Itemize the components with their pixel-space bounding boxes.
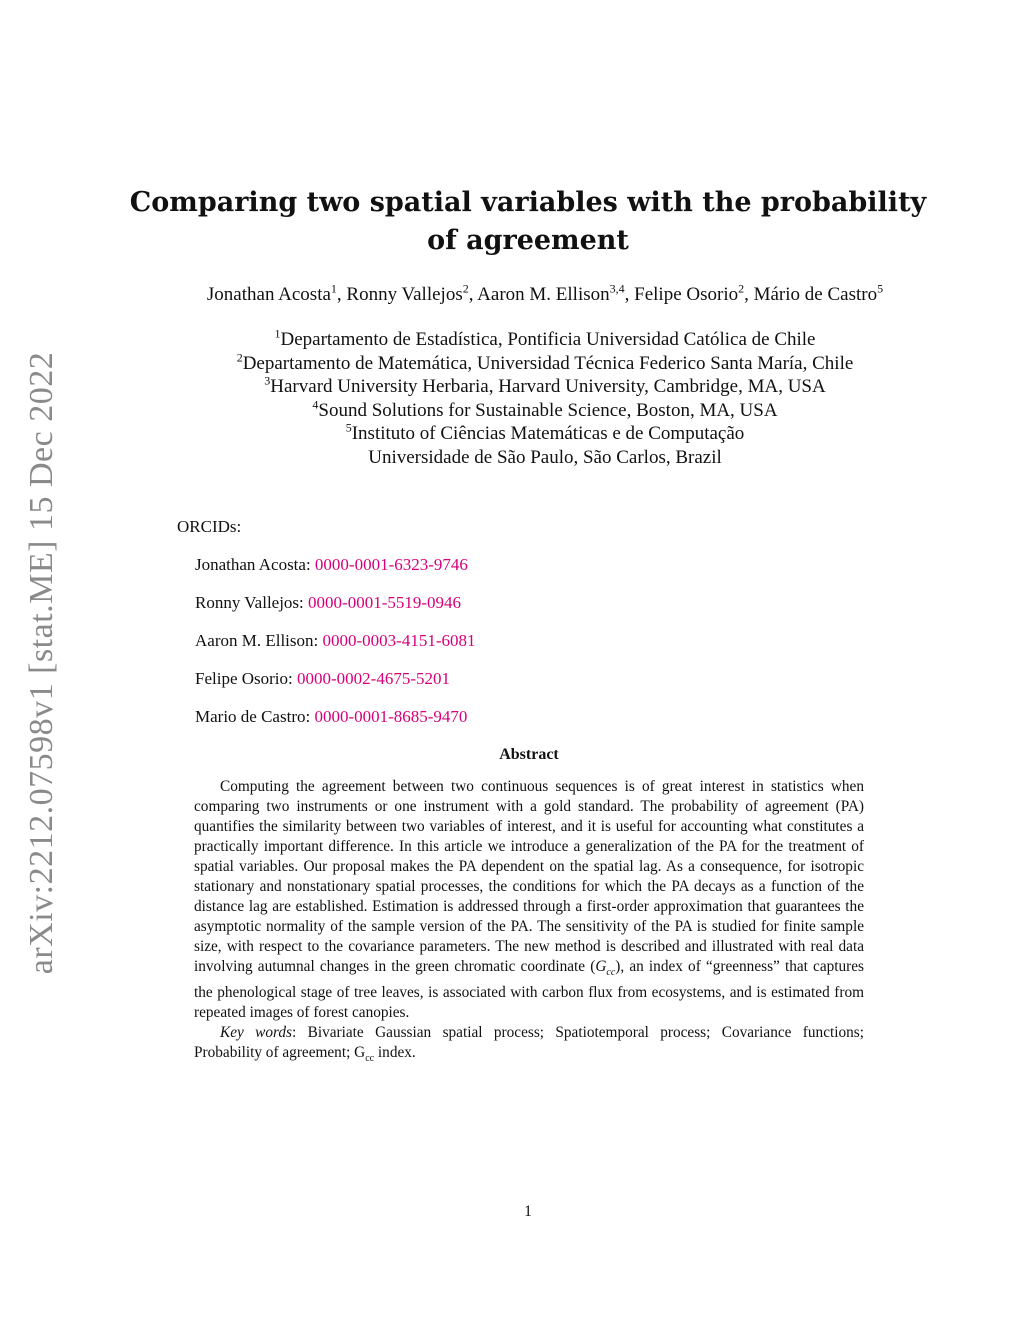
affiliations [100, 328, 990, 469]
orcid-entry [195, 555, 475, 593]
orcid-entry [195, 593, 475, 631]
paper-title [120, 184, 936, 260]
affiliation: $^3$Harvard University Herbaria, Harvard University, Cambridge, MA, USA [264, 373, 826, 397]
affiliation: $^5$Instituto of Ciências Matemáticas e de Computação [345, 420, 745, 444]
orcid-author-name: Mario de Castro: [195, 707, 311, 726]
affiliation: Universidade de São Paulo, São Carlos, Brazil [368, 446, 722, 468]
affiliation: $^2$Departamento de Matemática, Universidad Técnica Federico Santa María, Chile [236, 350, 854, 374]
orcid-list [195, 555, 475, 745]
arxiv-identifier: arXiv:2212.07598v1 [stat.ME] 15 Dec 2022 [23, 351, 60, 975]
orcid-author-name: Jonathan Acosta: [195, 555, 311, 574]
orcid-heading: ORCIDs: [177, 517, 242, 536]
abstract-heading: Abstract [499, 746, 559, 763]
author-list [100, 282, 990, 308]
author: Felipe Osorio$^2$, [634, 281, 754, 305]
orcid-entry [195, 631, 475, 669]
title-line-2: of agreement [427, 225, 629, 256]
affiliation: $^4$Sound Solutions for Sustainable Science, Boston, MA, USA [312, 397, 778, 421]
author: Mário de Castro$^5$ [753, 281, 884, 305]
affiliation: $^1$Departamento de Estadística, Pontificia Universidad Católica de Chile [274, 326, 816, 350]
keywords-label: Key words [220, 1024, 293, 1042]
abstract-paragraph: Computing the agreement between two continuous sequences is of great interest in statistics when comparing two instruments or one instrument with a gold standard. The probability of agreement (PA) quantifies the similarity between two variables of interest, and it is useful for accounting what constitutes a practically important difference. In this article we introduce a generalization of the PA for the treatment of spatial variables. Our proposal makes the PA dependent on the spatial lag. As a consequence, for isotropic stationary and nonstationary spatial processes, the conditions for which the PA decays as a function of the distance lag are established. Estimation is addressed through a first-order approximation that guarantees the asymptotic normality of the sample version of the PA. The sensitivity of the PA is studied for finite sample size, with respect to the covariance parameters. The new method is described and illustrated with real data involving autumnal changes in the green chromatic coordinate $(G_{cc})$, an index of “greenness” that captures the phenological stage of tree leaves, is associated with carbon flux from ecosystems, and is estimated from repeated images of forest canopies. [194, 778, 864, 1022]
orcid-author-name: Ronny Vallejos: [195, 593, 304, 612]
orcid-author-name: Felipe Osorio: [195, 669, 293, 688]
author: Ronny Vallejos$^2$, [346, 281, 478, 305]
keywords: Key words: Bivariate Gaussian spatial process; Spatiotemporal process; Covariance functions; Probability of agreement; $G_{cc}$ index. [194, 1024, 864, 1065]
orcid-link[interactable]: 0000-0002-4675-5201 [297, 669, 450, 688]
orcid-author-name: Aaron M. Ellison: [195, 631, 319, 650]
page-number: 1 [524, 1203, 532, 1220]
orcid-link[interactable]: 0000-0003-4151-6081 [322, 631, 476, 650]
abstract-body [194, 777, 864, 1069]
author: Jonathan Acosta$^1$, [206, 281, 347, 305]
orcid-link[interactable]: 0000-0001-6323-9746 [314, 555, 468, 574]
orcid-entry [195, 707, 475, 745]
orcid-entry [195, 669, 475, 707]
title-line-1: Comparing two spatial variables with the probability [129, 187, 927, 218]
orcid-link[interactable]: 0000-0001-8685-9470 [314, 707, 468, 726]
orcid-link[interactable]: 0000-0001-5519-0946 [308, 593, 462, 612]
author: Aaron M. Ellison$^{3,4}$, [477, 281, 635, 305]
